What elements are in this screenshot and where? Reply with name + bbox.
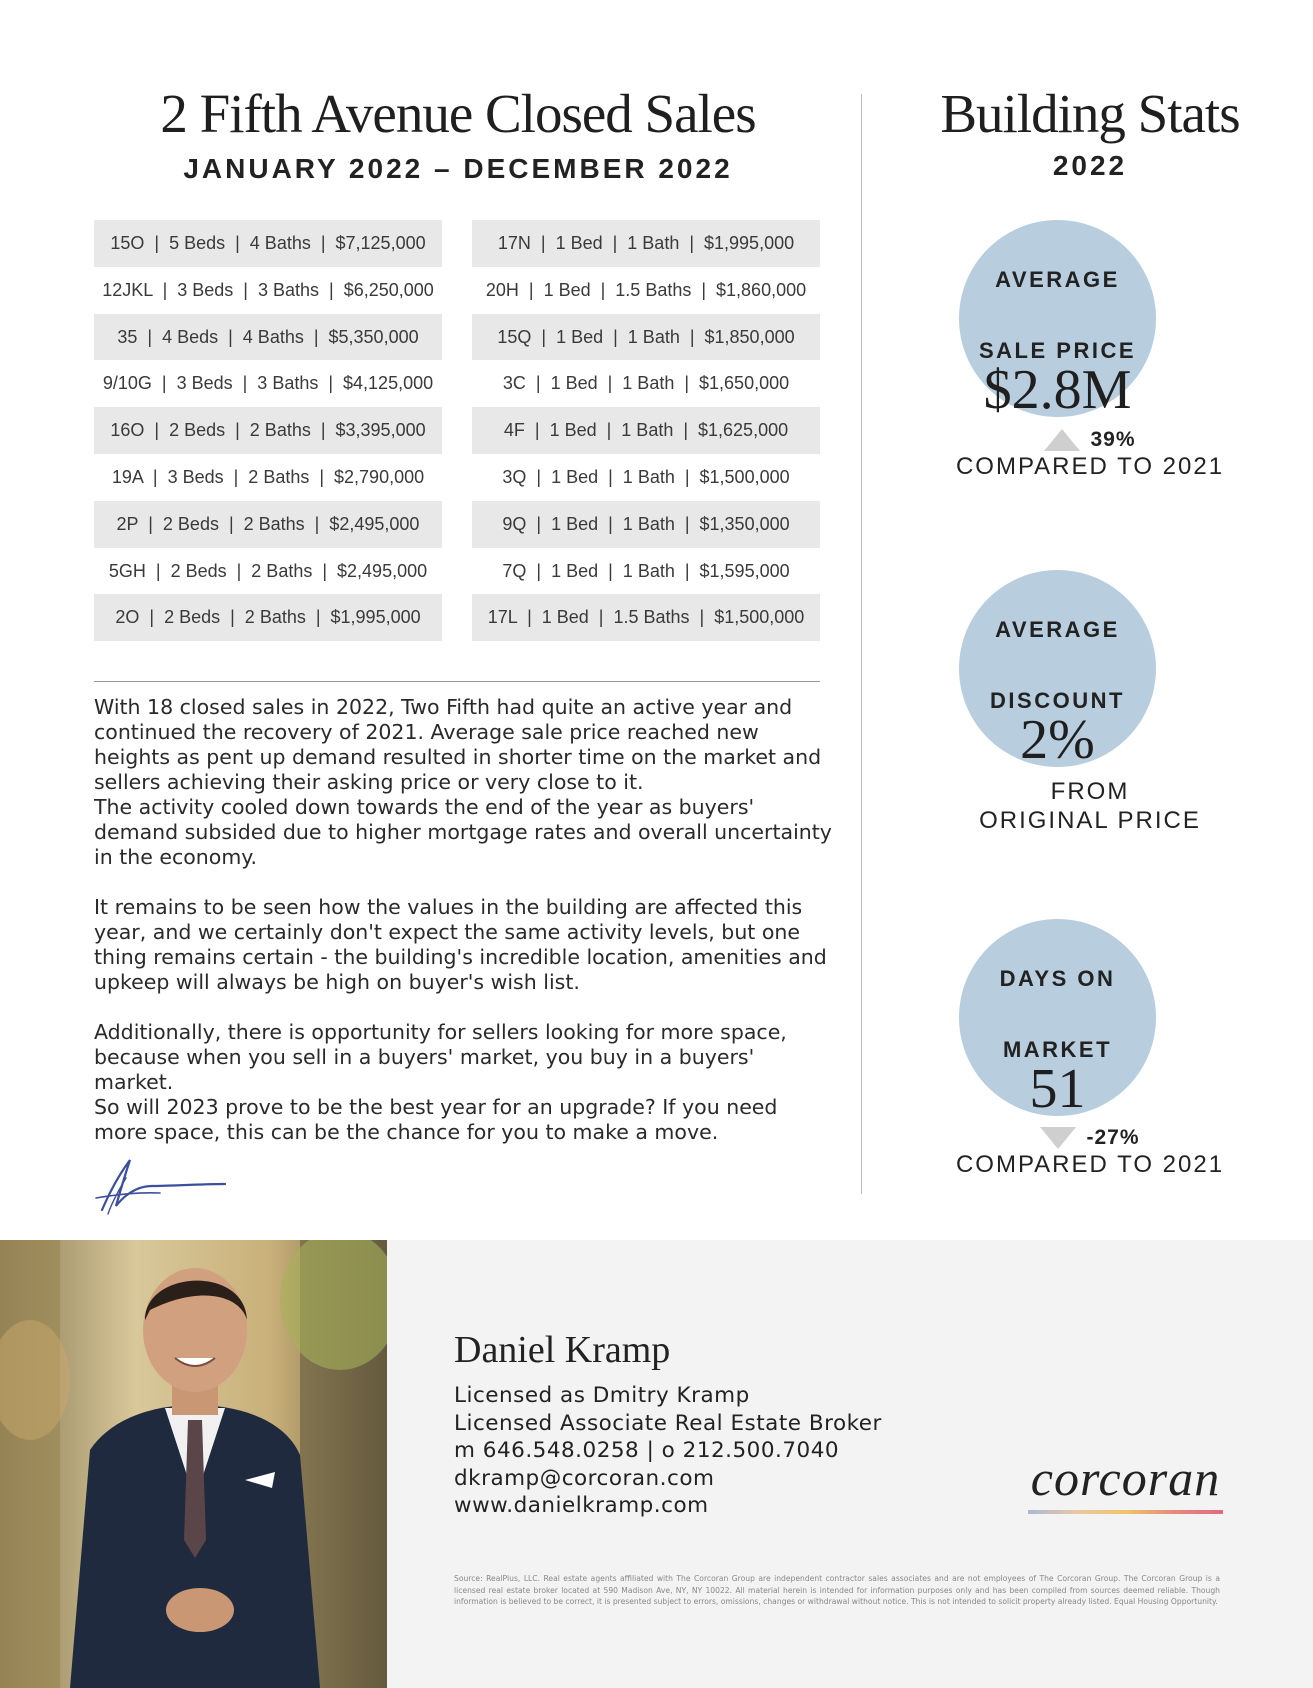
- triangle-down-icon: [1040, 1127, 1076, 1149]
- stat-value: 2%: [1020, 709, 1095, 771]
- comparison-label: COMPARED TO 2021: [955, 1151, 1225, 1178]
- column-divider: [861, 94, 862, 1194]
- change-value: -27%: [1086, 1126, 1140, 1149]
- commentary-paragraph: Additionally, there is opportunity for sellers looking for more space, because when you sell in a buyers' market, you buy in a buyers' market.: [94, 1020, 787, 1094]
- sale-row: 2P | 2 Beds | 2 Baths | $2,495,000: [94, 501, 442, 548]
- triangle-up-icon: [1044, 429, 1080, 451]
- stat-label: DAYS ON: [999, 966, 1116, 991]
- stats-title: Building Stats: [940, 83, 1240, 144]
- date-range: JANUARY 2022 – DECEMBER 2022: [183, 153, 733, 184]
- logo-text: corcoran: [1030, 1450, 1221, 1506]
- stat-value: $2.8M: [983, 359, 1132, 421]
- sales-list-right: [472, 220, 820, 641]
- price-change: [880, 428, 1300, 482]
- sale-row: 20H | 1 Bed | 1.5 Baths | $1,860,000: [485, 279, 807, 300]
- legal-disclaimer: Source: RealPlus, LLC. Real estate agents affiliated with The Corcoran Group are independent contractor sales associates and are not employees of The Corcoran Group. The Corcoran Group is a licensed real estate broker located at 590 Madison Ave, NY, NY 10022. All material herein is intended for information purposes only and has been compiled from sources deemed reliable. Though information is believed to be correct, it is presented subject to errors, omissions, changes or withdrawal without notice. This is not intended to solicit property already listed. Equal Housing Opportunity.: [454, 1574, 1220, 1606]
- agent-name: Daniel Kramp: [454, 1329, 671, 1371]
- signature: [90, 1148, 230, 1218]
- discount-note: [880, 777, 1300, 835]
- sale-row: 7Q | 1 Bed | 1 Bath | $1,595,000: [502, 560, 790, 581]
- sale-row: 17N | 1 Bed | 1 Bath | $1,995,000: [472, 220, 820, 267]
- email-link[interactable]: dkramp@corcoran.com: [454, 1465, 715, 1491]
- page-title: 2 Fifth Avenue Closed Sales: [160, 83, 756, 144]
- change-value: 39%: [1090, 428, 1136, 451]
- note-line: ORIGINAL PRICE: [979, 807, 1201, 834]
- sale-row: 16O | 2 Beds | 2 Baths | $3,395,000: [94, 407, 442, 454]
- website-link[interactable]: www.danielkramp.com: [454, 1493, 709, 1518]
- stat-label: MARKET: [1002, 1037, 1113, 1062]
- average-discount-badge: [959, 570, 1156, 771]
- comparison-label: COMPARED TO 2021: [955, 453, 1225, 480]
- note-line: FROM: [1050, 778, 1130, 805]
- sale-row: 15Q | 1 Bed | 1 Bath | $1,850,000: [472, 314, 820, 361]
- market-commentary: [94, 695, 834, 1145]
- phone-numbers[interactable]: m 646.548.0258 | o 212.500.7040: [454, 1438, 840, 1463]
- sales-list-left: [94, 220, 442, 641]
- commentary-paragraph: So will 2023 prove to be the best year for an upgrade? If you need more space, this can be the chance for you to make a move.: [94, 1095, 778, 1144]
- stat-label: SALE PRICE: [978, 338, 1137, 363]
- corcoran-logo: [1028, 1452, 1223, 1514]
- commentary-paragraph: With 18 closed sales in 2022, Two Fifth had quite an active year and continued the recovery of 2021. Average sale price reached new heights as pent up demand resulted in shorter time on the market and sellers achieving their asking price or very close to it.: [94, 695, 822, 794]
- sale-row: 3C | 1 Bed | 1 Bath | $1,650,000: [502, 373, 790, 394]
- days-on-market-change: [880, 1126, 1300, 1180]
- sale-row: 35 | 4 Beds | 4 Baths | $5,350,000: [94, 314, 442, 361]
- license-line: Licensed as Dmitry Kramp: [454, 1383, 750, 1408]
- agent-contact: [454, 1382, 882, 1520]
- role-line: Licensed Associate Real Estate Broker: [454, 1410, 882, 1436]
- stat-value: 51: [1029, 1058, 1086, 1120]
- sale-row: 5GH | 2 Beds | 2 Baths | $2,495,000: [108, 560, 428, 581]
- sale-row: 9Q | 1 Bed | 1 Bath | $1,350,000: [472, 501, 820, 548]
- stat-label: DISCOUNT: [990, 688, 1125, 713]
- sale-row: 2O | 2 Beds | 2 Baths | $1,995,000: [94, 594, 442, 641]
- stats-year: 2022: [1052, 150, 1128, 181]
- days-on-market-badge: [959, 919, 1156, 1120]
- sale-row: 12JKL | 3 Beds | 3 Baths | $6,250,000: [102, 279, 434, 300]
- commentary-paragraph: The activity cooled down towards the end of the year as buyers' demand subsided due to higher mortgage rates and overall uncertainty in the economy.: [94, 795, 832, 869]
- sale-row: 9/10G | 3 Beds | 3 Baths | $4,125,000: [102, 373, 434, 394]
- stat-label: AVERAGE: [995, 617, 1120, 642]
- sale-row: 3Q | 1 Bed | 1 Bath | $1,500,000: [502, 466, 790, 487]
- sale-row: 15O | 5 Beds | 4 Baths | $7,125,000: [94, 220, 442, 267]
- sale-row: 17L | 1 Bed | 1.5 Baths | $1,500,000: [472, 594, 820, 641]
- stat-label: AVERAGE: [995, 267, 1120, 292]
- section-divider: [94, 681, 820, 682]
- commentary-paragraph: It remains to be seen how the values in the building are affected this year, and we certainly don't expect the same activity levels, but one thing remains certain - the building's incredible location, amenities and upkeep will always be high on buyer's wish list.: [94, 895, 827, 994]
- logo-gradient-bar: [1028, 1510, 1223, 1514]
- average-sale-price-badge: [959, 220, 1156, 421]
- sale-row: 4F | 1 Bed | 1 Bath | $1,625,000: [472, 407, 820, 454]
- agent-photo: [0, 1240, 387, 1688]
- sale-row: 19A | 3 Beds | 2 Baths | $2,790,000: [111, 466, 425, 487]
